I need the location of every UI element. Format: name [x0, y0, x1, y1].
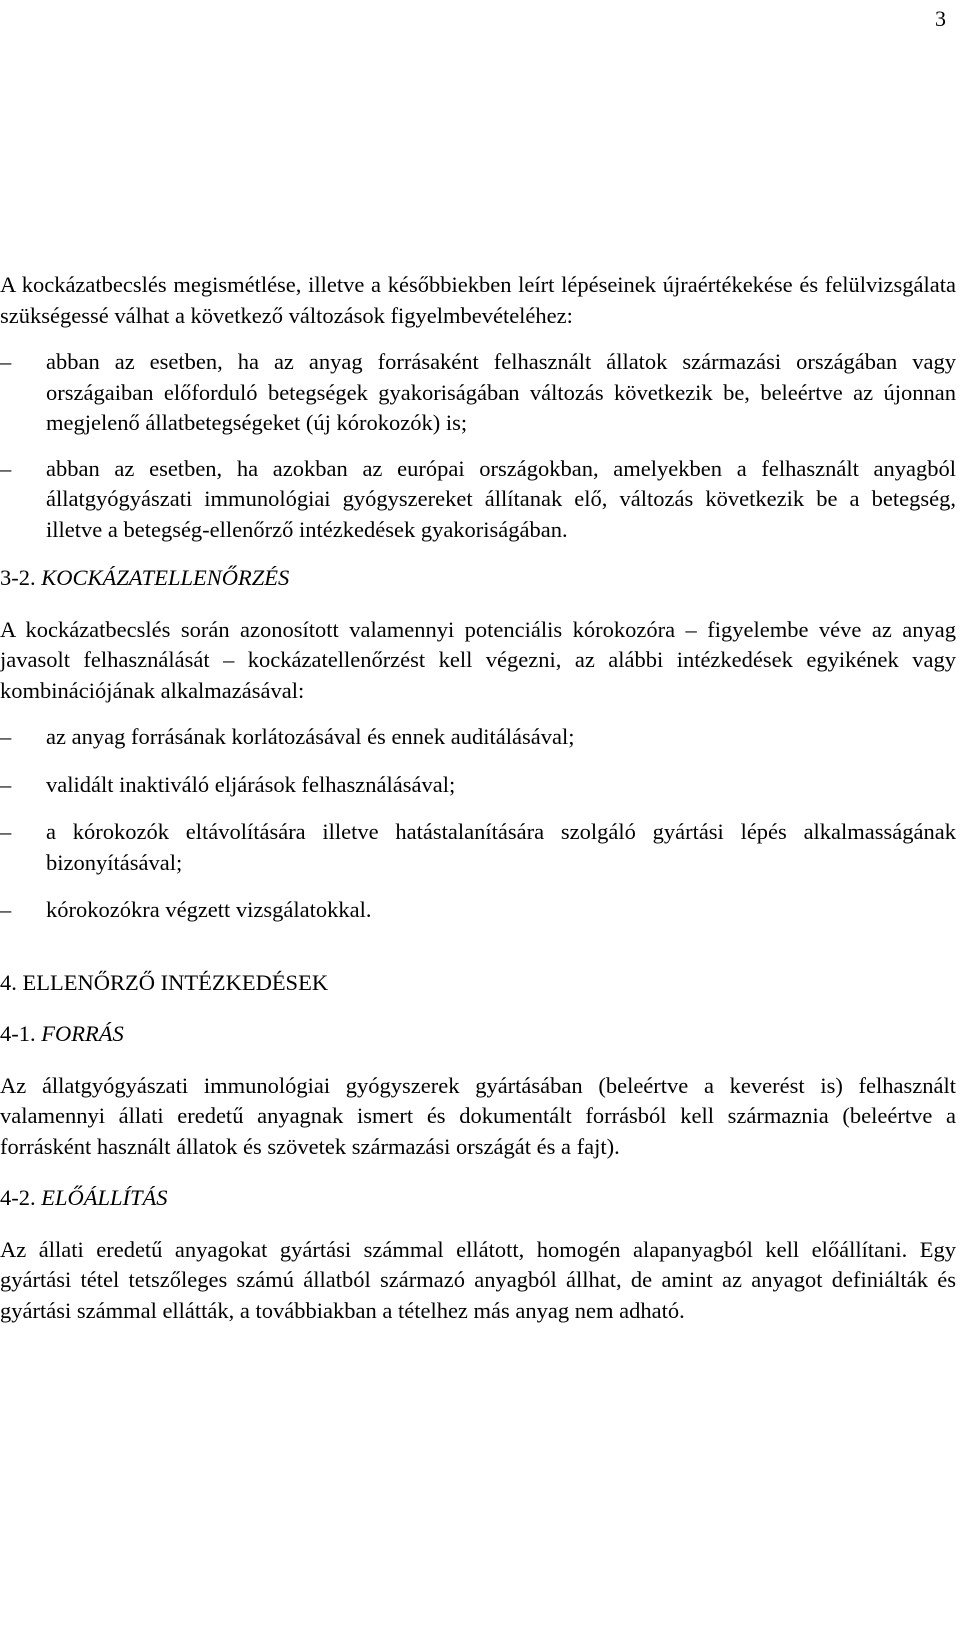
control-measures-list [0, 722, 956, 926]
section-3-2-paragraph: A kockázatbecslés során azonosított valamennyi potenciális kórokozóra – figyelembe véve az anyag javasolt felhasználását – kockázatellenőrzést kell végezni, az alábbi intézkedések egyikének vagy kombinációjának alkalmazásával: [0, 616, 956, 703]
dash-bullet: – [0, 897, 12, 922]
list-item [0, 722, 956, 753]
dash-bullet: – [0, 349, 12, 374]
list-item [0, 347, 956, 439]
section-number: 4-1. [0, 1021, 36, 1046]
section-4-2-paragraph: Az állati eredetű anyagokat gyártási számmal ellátott, homogén alapanyagból kell előállítani. Egy gyártási tétel tetszőleges számú állatból származó anyagból állhat, de amint az anyagot definiálták és gyártási számmal ellátták, a továbbiakban a tételhez más anyag nem adható. [0, 1236, 956, 1323]
section-heading-4: 4. ELLENŐRZŐ INTÉZKEDÉSEK [0, 969, 329, 995]
list-item [0, 895, 956, 926]
section-number: 3-2. [0, 565, 36, 590]
list-item-text: a kórokozók eltávolítására illetve hatástalanítására szolgáló gyártási lépés alkalmasságának bizonyításával; [46, 819, 956, 875]
list-item [0, 770, 956, 801]
dash-bullet: – [0, 455, 12, 481]
section-heading-3-2 [0, 563, 956, 594]
document-body [0, 270, 956, 1326]
list-item-text: validált inaktiváló eljárások felhasználásával; [46, 771, 456, 797]
dash-bullet: – [0, 771, 12, 797]
list-item-text: abban az esetben, ha azokban az európai országokban, amelyekben a felhasznált anyagból állatgyógyászati immunológiai gyógyszereket állítanak elő, változás következik be a betegség, illetve a betegség-ellenőrző intézkedések gyakoriságában. [46, 455, 956, 542]
intro-paragraph: A kockázatbecslés megismétlése, illetve a későbbiekben leírt lépéseinek újraértékekése és felülvizsgálata szükségessé válhat a következő változások figyelmbevételéhez: [0, 272, 956, 328]
list-item [0, 817, 956, 878]
list-item [0, 454, 956, 546]
intro-list [0, 347, 956, 545]
list-item-text: abban az esetben, ha az anyag forrásaként felhasznált állatok származási országában vagy országaiban előforduló betegségek gyakoriságában változás következik be, beleértve az újonnan megjelenő állatbetegségeket (új kórokozók) is; [46, 349, 956, 435]
section-heading-4-2 [0, 1183, 956, 1214]
dash-bullet: – [0, 724, 12, 749]
list-item-text: kórokozókra végzett vizsgálatokkal. [46, 897, 372, 922]
section-4-1-paragraph: Az állatgyógyászati immunológiai gyógyszerek gyártásában (beleértve a keverést is) felhasznált valamennyi állati eredetű anyagnak ismert és dokumentált forrásból kell származnia (beleértve a forrásként használt állatok és szövetek származási országát és a fajt). [0, 1072, 956, 1159]
section-number: 4-2. [0, 1185, 36, 1210]
section-title: KOCKÁZATELLENŐRZÉS [41, 565, 290, 590]
section-title: FORRÁS [41, 1021, 124, 1046]
list-item-text: az anyag forrásának korlátozásával és ennek auditálásával; [46, 724, 575, 749]
section-title: ELŐÁLLÍTÁS [41, 1185, 168, 1210]
page-number: 3 [935, 6, 946, 31]
dash-bullet: – [0, 819, 12, 844]
section-heading-4-1 [0, 1019, 956, 1050]
